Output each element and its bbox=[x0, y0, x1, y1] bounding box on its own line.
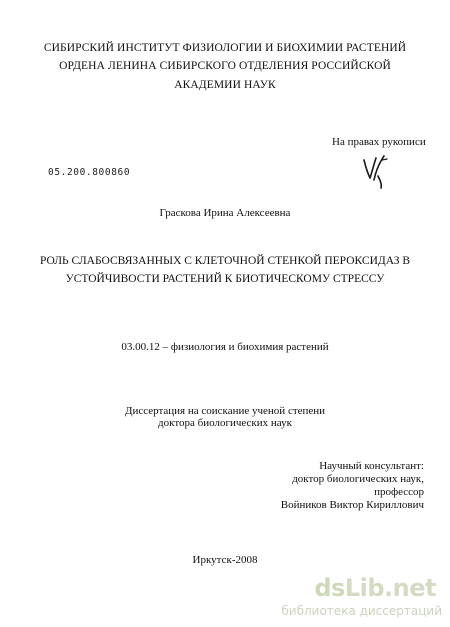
watermark-logo bbox=[314, 574, 436, 602]
advisor-name: Войников Виктор Кириллович bbox=[280, 499, 424, 511]
advisor-degree: доктор биологических наук, bbox=[292, 473, 424, 485]
title-line-2: УСТОЙЧИВОСТИ РАСТЕНИЙ К БИОТИЧЕСКОМУ СТРЕССУ bbox=[65, 273, 385, 285]
archive-number-stamp: 05.200.800860 bbox=[48, 167, 131, 178]
watermark-caption: библиотека диссертаций bbox=[281, 604, 442, 618]
watermark-logo-prefix: ds bbox=[314, 574, 345, 602]
institution-line-2: ОРДЕНА ЛЕНИНА СИБИРСКОГО ОТДЕЛЕНИЯ РОССИЙСКОЙ bbox=[59, 60, 391, 72]
degree-line-1: Диссертация на соискание ученой степени bbox=[124, 405, 326, 417]
institution-line-3: АКАДЕМИИ НАУК bbox=[174, 79, 276, 91]
watermark-logo-suffix: Lib.net bbox=[344, 574, 436, 602]
manuscript-rights-label: На правах рукописи bbox=[332, 136, 426, 148]
degree-line-2: доктора биологических наук bbox=[158, 417, 292, 429]
institution-line-1: СИБИРСКИЙ ИНСТИТУТ ФИЗИОЛОГИИ И БИОХИМИИ РАСТЕНИЙ bbox=[43, 42, 407, 54]
specialty-code: 03.00.12 – физиология и биохимия растений bbox=[121, 341, 329, 353]
dslib-watermark bbox=[281, 574, 450, 624]
handwritten-signature bbox=[360, 150, 392, 190]
title-line-1: РОЛЬ СЛАБОСВЯЗАННЫХ С КЛЕТОЧНОЙ СТЕНКОЙ ПЕРОКСИДАЗ В bbox=[39, 255, 411, 267]
place-and-year: Иркутск-2008 bbox=[192, 554, 258, 566]
advisor-role: Научный консультант: bbox=[319, 460, 424, 472]
advisor-rank: профессор bbox=[374, 486, 424, 498]
author-name: Граскова Ирина Алексеевна bbox=[159, 207, 291, 219]
